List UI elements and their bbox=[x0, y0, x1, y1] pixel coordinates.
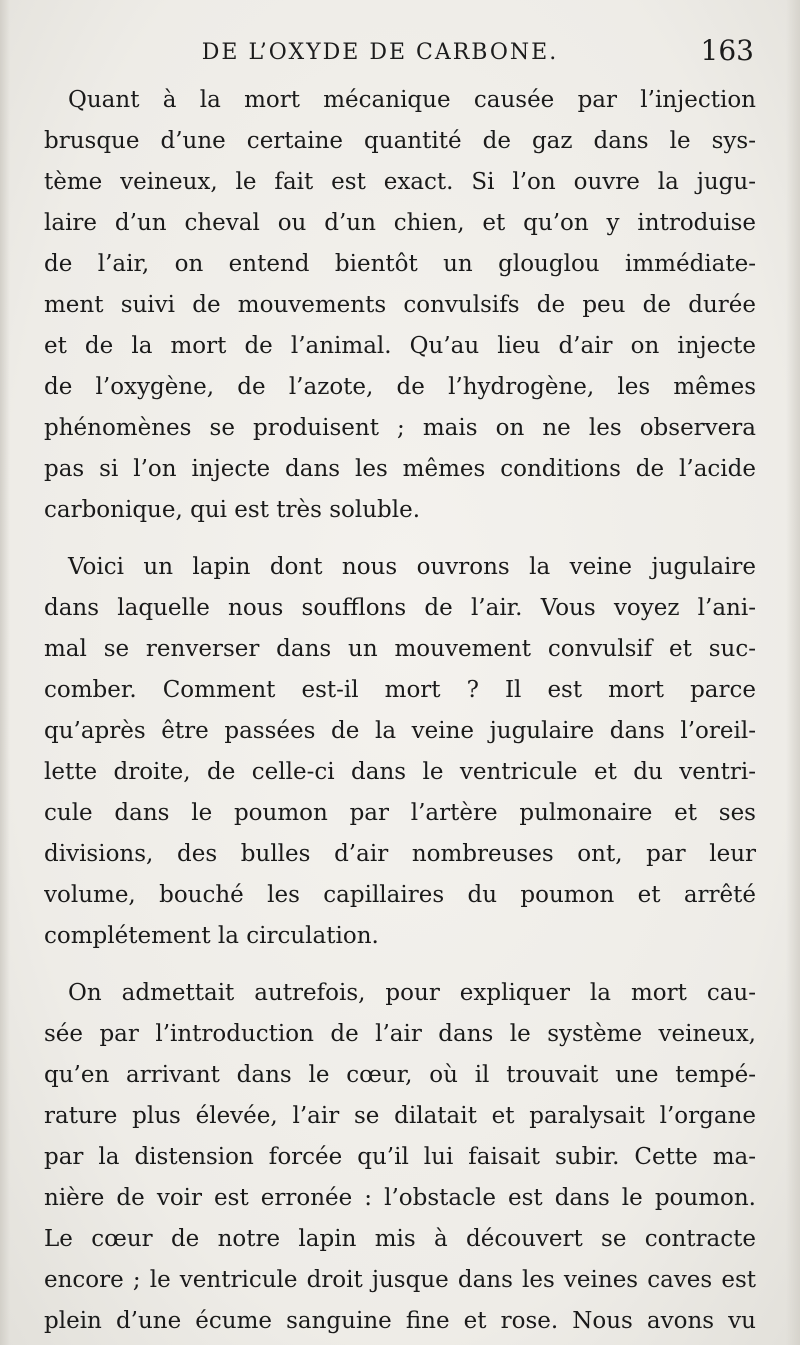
page-number: 163 bbox=[700, 34, 754, 67]
text-line: pas si l’on injecte dans les mêmes conditions de l’acide bbox=[44, 456, 756, 482]
text-line: brusque d’une certaine quantité de gaz dans le sys- bbox=[44, 128, 756, 154]
paragraph-3 bbox=[44, 973, 756, 1342]
text-line: plein d’une écume sanguine fine et rose. Nous avons vu bbox=[44, 1308, 756, 1334]
page-header bbox=[0, 34, 800, 74]
text-line: Voici un lapin dont nous ouvrons la veine jugulaire bbox=[68, 554, 756, 580]
text-line: de l’oxygène, de l’azote, de l’hydrogène, les mêmes bbox=[44, 374, 756, 400]
paragraph-2 bbox=[44, 547, 756, 957]
text-line: cule dans le poumon par l’artère pulmonaire et ses bbox=[44, 800, 756, 826]
text-line: par la distension forcée qu’il lui faisait subir. Cette ma- bbox=[44, 1144, 756, 1170]
text-line: encore ; le ventricule droit jusque dans les veines caves est bbox=[44, 1267, 756, 1293]
text-line: comber. Comment est-il mort ? Il est mort parce bbox=[44, 677, 756, 703]
text-line: On admettait autrefois, pour expliquer la mort cau- bbox=[68, 980, 756, 1006]
text-line: laire d’un cheval ou d’un chien, et qu’on y introduise bbox=[44, 210, 756, 236]
running-head: DE L’OXYDE DE CARBONE. bbox=[201, 40, 559, 65]
text-line: qu’après être passées de la veine jugulaire dans l’oreil- bbox=[44, 718, 756, 744]
text-line: volume, bouché les capillaires du poumon et arrêté bbox=[44, 882, 756, 908]
text-line: lette droite, de celle-ci dans le ventricule et du ventri- bbox=[44, 759, 756, 785]
text-line: qu’en arrivant dans le cœur, où il trouvait une tempé- bbox=[44, 1062, 756, 1088]
text-line: complétement la circulation. bbox=[44, 923, 379, 949]
page-right-edge-shadow bbox=[786, 0, 800, 1345]
text-line: nière de voir est erronée : l’obstacle est dans le poumon. bbox=[44, 1185, 756, 1211]
text-line: mal se renverser dans un mouvement convulsif et suc- bbox=[44, 636, 756, 662]
text-line: tème veineux, le fait est exact. Si l’on ouvre la jugu- bbox=[44, 169, 756, 195]
paragraph-1 bbox=[44, 80, 756, 531]
text-line: Quant à la mort mécanique causée par l’injection bbox=[68, 87, 756, 113]
text-line: et de la mort de l’animal. Qu’au lieu d’air on injecte bbox=[44, 333, 756, 359]
text-line: de l’air, on entend bientôt un glouglou immédiate- bbox=[44, 251, 756, 277]
text-line: Le cœur de notre lapin mis à découvert se contracte bbox=[44, 1226, 756, 1252]
body-text bbox=[44, 80, 756, 1342]
text-line: dans laquelle nous soufflons de l’air. Vous voyez l’ani- bbox=[44, 595, 756, 621]
page-left-edge-shadow bbox=[0, 0, 10, 1345]
text-line: ment suivi de mouvements convulsifs de peu de durée bbox=[44, 292, 756, 318]
text-line: sée par l’introduction de l’air dans le système veineux, bbox=[44, 1021, 756, 1047]
text-line: divisions, des bulles d’air nombreuses ont, par leur bbox=[44, 841, 756, 867]
text-line: phénomènes se produisent ; mais on ne les observera bbox=[44, 415, 756, 441]
text-line: carbonique, qui est très soluble. bbox=[44, 497, 421, 523]
text-line: rature plus élevée, l’air se dilatait et paralysait l’organe bbox=[44, 1103, 756, 1129]
